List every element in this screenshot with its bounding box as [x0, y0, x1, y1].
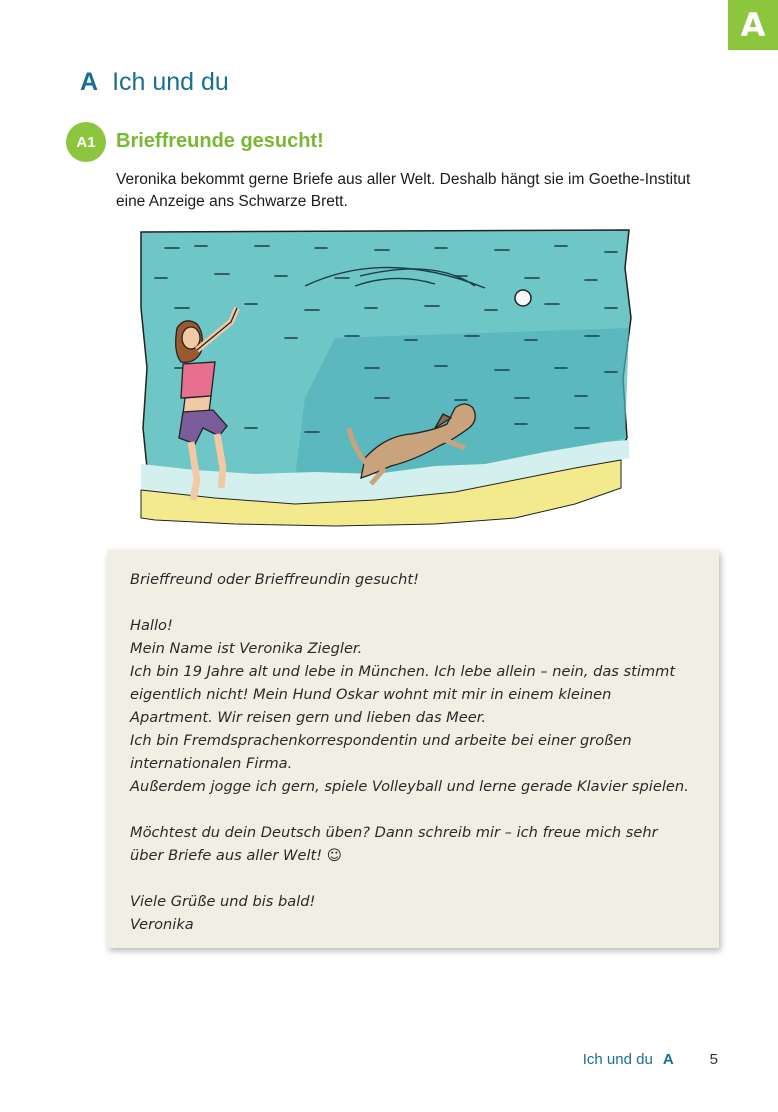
- page-number: 5: [709, 1051, 718, 1068]
- page-footer: [583, 1051, 718, 1068]
- note-line: über Briefe aus aller Welt! ☺: [130, 847, 342, 864]
- note-text: [130, 568, 710, 936]
- section-badge: A1: [66, 122, 106, 162]
- note-line: [130, 867, 710, 890]
- footer-chapter-letter: A: [662, 1051, 674, 1068]
- note-line: Hallo!: [130, 617, 173, 634]
- note-line: internationalen Firma.: [130, 755, 293, 772]
- note-line: [130, 798, 710, 821]
- note-line: eigentlich nicht! Mein Hund Oskar wohnt mit mir in einem kleinen: [130, 686, 612, 703]
- note-line: Veronika: [130, 916, 194, 933]
- notice-board-note: [107, 550, 719, 948]
- chapter-tab: A: [728, 0, 778, 50]
- note-line: Apartment. Wir reisen gern und lieben das Meer.: [130, 709, 487, 726]
- beach-illustration: [135, 228, 635, 528]
- note-line: Ich bin Fremdsprachenkorrespondentin und arbeite bei einer großen: [130, 732, 632, 749]
- note-line: Ich bin 19 Jahre alt und lebe in München. Ich lebe allein – nein, das stimmt: [130, 663, 676, 680]
- note-line: Mein Name ist Veronika Ziegler.: [130, 640, 363, 657]
- intro-line: eine Anzeige ans Schwarze Brett.: [116, 193, 348, 210]
- note-line: Brieffreund oder Brieffreundin gesucht!: [130, 571, 419, 588]
- ball: [515, 290, 531, 306]
- note-line: [130, 591, 710, 614]
- section-title: Brieffreunde gesucht!: [116, 130, 324, 152]
- note-line: Viele Grüße und bis bald!: [130, 893, 316, 910]
- note-line: Außerdem jogge ich gern, spiele Volleyball und lerne gerade Klavier spielen.: [130, 778, 689, 795]
- note-line: Möchtest du dein Deutsch üben? Dann schreib mir – ich freue mich sehr: [130, 824, 658, 841]
- chapter-letter: A: [80, 68, 99, 96]
- intro-paragraph: [116, 169, 716, 213]
- footer-chapter-title: Ich und du: [582, 1051, 653, 1068]
- intro-line: Veronika bekommt gerne Briefe aus aller Welt. Deshalb hängt sie im Goethe-Institut: [116, 171, 691, 188]
- chapter-heading: [80, 68, 229, 97]
- chapter-title: Ich und du: [112, 68, 229, 96]
